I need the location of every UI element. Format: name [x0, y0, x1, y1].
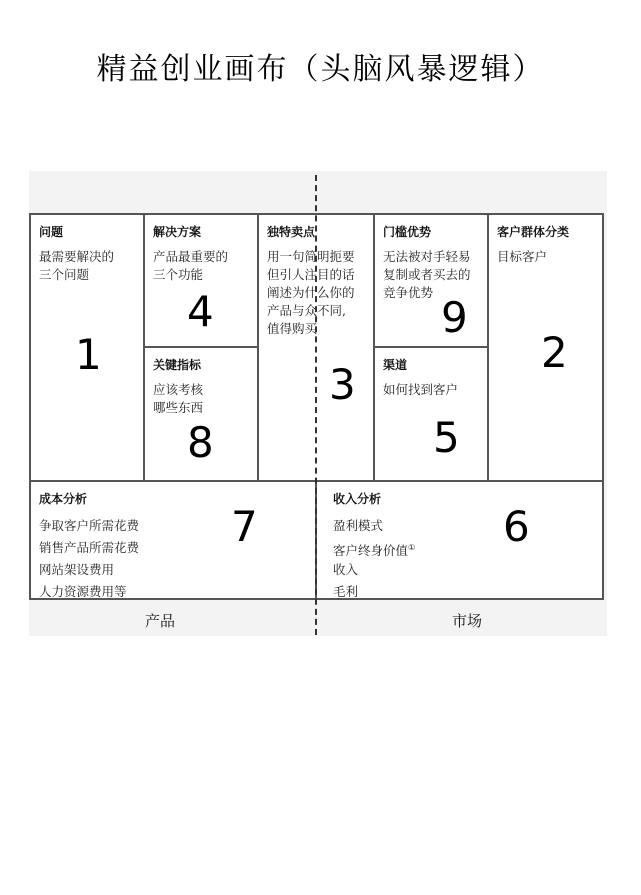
- key-metrics-block: [145, 348, 259, 480]
- revenue-item-text: 客户终身价值: [333, 543, 409, 559]
- channels-number: 5: [433, 413, 460, 462]
- revenue-item: 毛利: [333, 584, 359, 599]
- revenue-item: 盈利模式: [333, 518, 384, 533]
- key-metrics-title: 关键指标: [153, 358, 202, 372]
- desc-line: 应该考核: [153, 382, 204, 397]
- solution-desc: [153, 248, 257, 284]
- key-metrics-number: 8: [187, 418, 214, 467]
- unfair-advantage-block: [375, 215, 489, 348]
- page-title: 精益创业画布（头脑风暴逻辑）: [96, 52, 545, 87]
- revenue-streams-number: 6: [503, 502, 530, 551]
- desc-line: 哪些东西: [153, 400, 204, 415]
- desc-line: 产品与众不同,: [267, 303, 346, 318]
- cost-item: 争取客户所需花费: [39, 518, 140, 533]
- uvp-number: 3: [329, 360, 356, 409]
- unfair-advantage-title: 门槛优势: [383, 225, 432, 239]
- desc-line: 用一句简明扼要: [267, 249, 355, 264]
- key-metrics-desc: [153, 381, 257, 417]
- solution-block: [145, 215, 259, 348]
- customer-segments-title: 客户群体分类: [497, 225, 570, 239]
- customer-segments-number: 2: [541, 328, 568, 377]
- uvp-title: 独特卖点: [267, 225, 316, 239]
- cost-structure-number: 7: [231, 502, 258, 551]
- solution-title: 解决方案: [153, 225, 202, 239]
- channels-title: 渠道: [383, 358, 408, 372]
- unfair-advantage-number: 9: [441, 293, 468, 342]
- desc-line: 阐述为什么你的: [267, 285, 355, 300]
- unfair-advantage-desc: [383, 248, 487, 302]
- product-market-divider: [315, 175, 317, 635]
- customer-segments-block: [489, 215, 602, 480]
- cost-structure-title: 成本分析: [39, 492, 88, 506]
- cost-item: 网站架设费用: [39, 562, 115, 577]
- uvp-desc: [267, 248, 373, 338]
- problem-number: 1: [75, 330, 102, 379]
- cost-list: [39, 515, 315, 603]
- revenue-item: 收入: [333, 562, 359, 577]
- footer-market-label: 市场: [452, 612, 483, 630]
- desc-line: 如何找到客户: [383, 382, 459, 397]
- problem-block: [31, 215, 145, 480]
- cost-item: 销售产品所需花费: [39, 540, 140, 555]
- footer-product-label: 产品: [145, 612, 176, 630]
- revenue-streams-title: 收入分析: [333, 492, 382, 506]
- cost-item: 人力资源费用等: [39, 584, 127, 599]
- desc-line: 复制或者买去的: [383, 267, 471, 282]
- desc-line: 但引人注目的话: [267, 267, 355, 282]
- desc-line: 三个功能: [153, 267, 204, 282]
- desc-line: 无法被对手轻易: [383, 249, 471, 264]
- desc-line: 目标客户: [497, 249, 548, 264]
- problem-desc: [39, 248, 143, 284]
- desc-line: 最需要解决的: [39, 249, 115, 264]
- desc-line: 值得购买: [267, 321, 318, 336]
- cost-structure-block: [31, 480, 317, 598]
- desc-line: 三个问题: [39, 267, 90, 282]
- revenue-streams-block: [317, 480, 602, 598]
- customer-segments-desc: [497, 248, 602, 266]
- footnote-mark: ①: [408, 543, 416, 552]
- desc-line: 产品最重要的: [153, 249, 229, 264]
- desc-line: 竞争优势: [383, 285, 434, 300]
- uvp-block: [259, 215, 375, 480]
- channels-block: [375, 348, 489, 480]
- revenue-list: [333, 515, 602, 603]
- solution-number: 4: [187, 287, 214, 336]
- revenue-item: [333, 537, 602, 559]
- problem-title: 问题: [39, 225, 64, 239]
- channels-desc: [383, 381, 487, 399]
